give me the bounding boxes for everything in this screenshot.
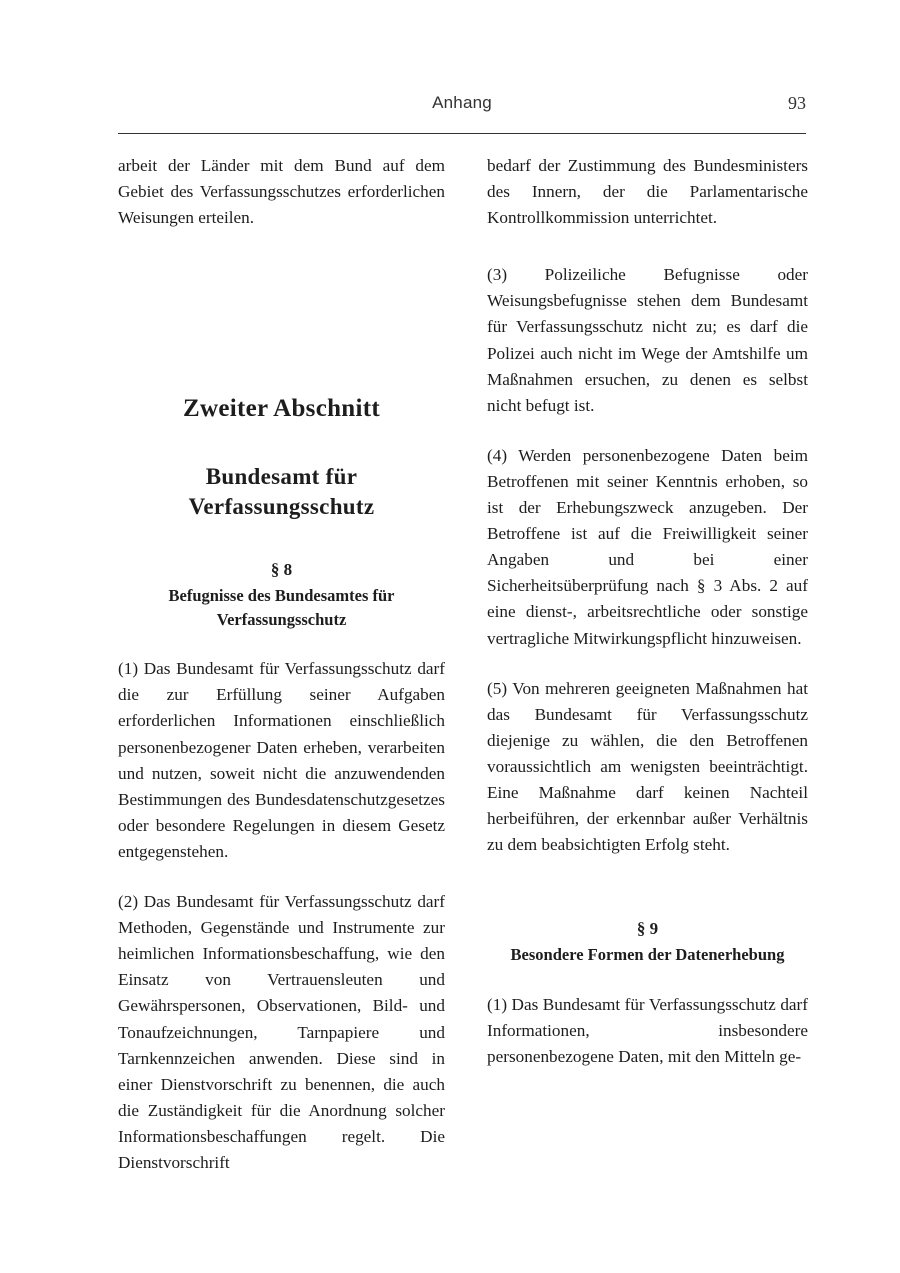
running-head: Anhang bbox=[432, 93, 492, 112]
carryover-text: bedarf der Zustimmung des Bundesministers des Innern, der die Parlamentarische Kontrollkommission unterrichtet. bbox=[487, 156, 808, 228]
section-subtitle: Bundesamt für Verfassungsschutz bbox=[188, 464, 375, 520]
paragraph-8-4: (4) Werden personenbezogene Daten beim Betroffenen mit seiner Kenntnis erhoben, so ist der Erhebungszweck anzugeben. Der Betroffene ist auf die Freiwilligkeit seiner Angaben und bei einer Sicherheitsüberprüfung nach § 3 Abs. 2 auf eine dienst-, arbeitsrechtliche oder sonstige vertragliche Mitwirkungspflicht hinzuweisen. bbox=[487, 445, 808, 648]
paragraph-title-9: Besondere Formen der Datenerhebung bbox=[510, 945, 785, 965]
paragraph-number-9: § 9 bbox=[636, 919, 659, 939]
paragraph-title-8: Befugnisse des Bundesamtes für Verfassungsschutz bbox=[168, 586, 395, 630]
left-column bbox=[118, 153, 445, 1176]
page-number: 93 bbox=[788, 93, 806, 113]
right-column bbox=[487, 153, 808, 1071]
paragraph-9-1: (1) Das Bundesamt für Verfassungsschutz darf Informationen, insbesondere personenbezogene Daten, mit den Mitteln ge- bbox=[487, 995, 808, 1067]
carryover-text: arbeit der Länder mit dem Bund auf dem Gebiet des Verfassungsschutzes erforderlichen Weisungen erteilen. bbox=[118, 156, 445, 228]
paragraph-8-5: (5) Von mehreren geeigneten Maßnahmen hat das Bundesamt für Verfassungsschutz diejenige zu wählen, die den Betroffenen voraussichtlich am wenigsten beeinträchtigt. Eine Maßnahme darf keinen Nachteil herbeiführen, der erkennbar außer Verhältnis zu dem beabsichtigten Erfolg steht. bbox=[487, 678, 808, 855]
paragraph-8-1: (1) Das Bundesamt für Verfassungsschutz darf die zur Erfüllung seiner Aufgaben erforderlichen Informationen einschließlich personenbezogener Daten erheben, verarbeiten und nutzen, soweit nicht die anzuwendenden Bestimmungen des Bundesdatenschutzgesetzes oder besondere Regelungen in diesem Gesetz entgegenstehen. bbox=[118, 659, 445, 861]
section-title: Zweiter Abschnitt bbox=[183, 395, 380, 423]
paragraph-number-8: § 8 bbox=[270, 560, 293, 580]
page-header bbox=[118, 93, 806, 134]
paragraph-8-3: (3) Polizeiliche Befugnisse oder Weisungsbefugnisse stehen dem Bundesamt für Verfassungsschutz nicht zu; es darf die Polizei auch nicht im Wege der Amtshilfe um Maßnahmen ersuchen, zu denen es selbst nicht befugt ist. bbox=[487, 265, 808, 415]
paragraph-8-2: (2) Das Bundesamt für Verfassungsschutz darf Methoden, Gegenstände und Instrumente zur heimlichen Informationsbeschaffung, wie den Einsatz von Vertrauensleuten und Gewährspersonen, Observationen, Bild- und Tonaufzeichnungen, Tarnpapiere und Tarnkennzeichen anwenden. Diese sind in einer Dienstvorschrift zu benennen, die auch die Zuständigkeit für die Anordnung solcher Informationsbeschaffungen regelt. Die Dienstvorschrift bbox=[118, 892, 445, 1172]
